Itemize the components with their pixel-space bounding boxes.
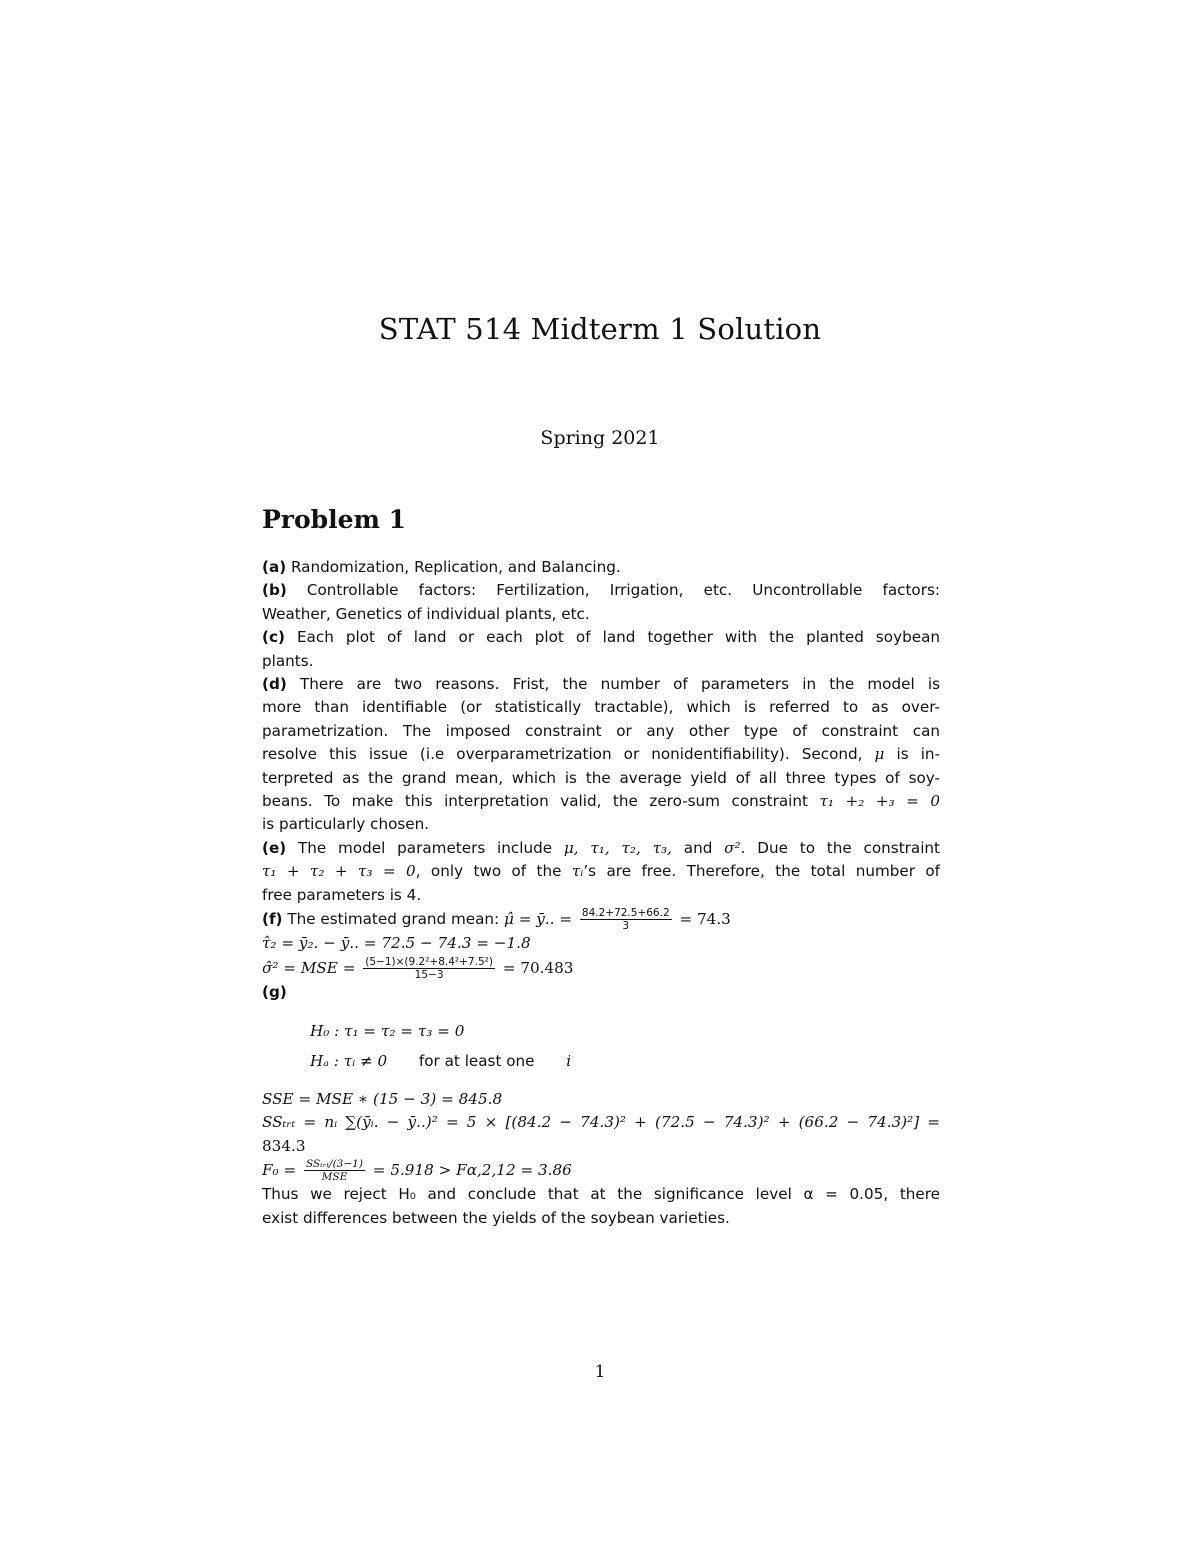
- part-d-line2: more than identifiable (or statistically tractable), which is referred to as over-: [262, 698, 940, 717]
- f0-fraction: [304, 1158, 365, 1183]
- part-c-line1: [262, 626, 940, 649]
- grand-mean-fraction: [580, 907, 672, 932]
- tau2-estimate: τ̂₂ = ȳ₂. − ȳ.. = 72.5 − 74.3 = −1.8: [262, 934, 531, 953]
- f0-numerator: SSₜᵣₜ/(3−1): [306, 1158, 363, 1171]
- part-b-line2: Weather, Genetics of individual plants, etc.: [262, 604, 590, 623]
- part-b-line1: [262, 579, 940, 602]
- part-d-line5: terpreted as the grand mean, which is the average yield of all three types of soy-: [262, 768, 940, 787]
- part-b-text1: Controllable factors: Fertilization, Irrigation, etc. Uncontrollable factors:: [306, 581, 940, 600]
- part-e-line3: free parameters is 4.: [262, 885, 422, 904]
- part-b-label: (b): [262, 581, 287, 600]
- part-d-text4a: resolve this issue (i.e overparametrization or nonidentifiability). Second,: [262, 745, 863, 764]
- alt-hypothesis-i: i: [566, 1051, 572, 1070]
- part-e-text2b: ’s are free. Therefore, the total number of: [583, 862, 941, 881]
- part-d-line4: [262, 743, 940, 766]
- alt-hypothesis: [310, 1046, 940, 1076]
- model-params: μ, τ₁, τ₂, τ₃,: [563, 838, 672, 857]
- sigma-numerator: (5−1)×(9.2²+8.4²+7.5²): [365, 955, 493, 968]
- tau-i: τᵢ: [571, 862, 584, 881]
- part-c-line2: plants.: [262, 651, 314, 670]
- part-c-text1: Each plot of land or each plot of land together with the planted soybean: [296, 628, 941, 647]
- document-title: STAT 514 Midterm 1 Solution: [378, 312, 822, 346]
- part-f-line1: [262, 907, 940, 932]
- sigma-lhs: σ̂² = MSE =: [262, 958, 356, 977]
- part-a-label: (a): [262, 558, 287, 576]
- part-c-label: (c): [262, 628, 285, 647]
- mu-symbol: μ: [874, 745, 885, 764]
- part-d-text4b: is in-: [896, 745, 941, 764]
- hypotheses: [262, 1016, 940, 1076]
- f0-rhs: = 5.918 > Fα,2,12 = 3.86: [372, 1161, 572, 1180]
- part-a-text: Randomization, Replication, and Balancing.: [290, 558, 621, 576]
- problem-body: [262, 556, 940, 1230]
- grand-mean-result: = 74.3: [679, 910, 731, 929]
- sstrt-value: 834.3: [262, 1136, 306, 1155]
- f0-lhs: F₀ =: [262, 1161, 297, 1180]
- part-e-line2: [262, 860, 940, 883]
- alt-hypothesis-math: Hₐ : τᵢ ≠ 0: [310, 1051, 388, 1070]
- conclusion-line1: Thus we reject H₀ and conclude that at the significance level α = 0.05, there: [262, 1185, 940, 1204]
- sse-equation: SSE = MSE ∗ (15 − 3) = 845.8: [262, 1089, 503, 1108]
- part-e-and: and: [683, 838, 713, 857]
- part-f-label: (f): [262, 910, 283, 929]
- sigma-fraction: [363, 956, 495, 981]
- conclusion-line2: exist differences between the yields of the soybean varieties.: [262, 1208, 730, 1227]
- grand-mean-numerator: 84.2+72.5+66.2: [581, 907, 670, 920]
- sigma-denominator: 15−3: [414, 968, 444, 981]
- part-d-label: (d): [262, 675, 287, 694]
- section-heading: Problem 1: [262, 505, 407, 534]
- part-f-text: The estimated grand mean:: [287, 910, 500, 929]
- null-hypothesis: H₀ : τ₁ = τ₂ = τ₃ = 0: [310, 1021, 465, 1040]
- part-e-line1: [262, 837, 940, 860]
- part-e-label: (e): [262, 838, 287, 857]
- part-a: [262, 556, 940, 579]
- mu-hat-eq: μ̂ = ȳ.. =: [504, 910, 573, 929]
- zero-sum-constraint: τ₁ +₂ +₃ = 0: [819, 792, 940, 811]
- sigma-result: = 70.483: [502, 958, 574, 977]
- f-statistic: [262, 1158, 940, 1183]
- part-d-line3: parametrization. The imposed constraint or any other type of constraint can: [262, 721, 940, 740]
- part-d-line7: is particularly chosen.: [262, 815, 430, 834]
- part-g-line1: [262, 981, 940, 1004]
- part-e-text1b: . Due to the constraint: [740, 838, 941, 857]
- part-d-line6: [262, 790, 940, 813]
- part-g-label: (g): [262, 982, 287, 1001]
- part-d-text1: There are two reasons. Frist, the number of parameters in the model is: [299, 675, 940, 694]
- sigma-estimate: [262, 956, 940, 981]
- sstrt-equation: SSₜᵣₜ = nᵢ ∑(ȳᵢ. − ȳ..)² = 5 × [(84.2 − 74.3)² + (72.5 − 74.3)² + (66.2 − 74.3)²] =: [262, 1113, 940, 1132]
- part-e-text2a: , only two of the: [415, 862, 562, 881]
- grand-mean-denominator: 3: [622, 920, 630, 933]
- part-d-line1: [262, 673, 940, 696]
- part-d-text6: beans. To make this interpretation valid, the zero-sum constraint: [262, 792, 808, 811]
- part-e-text1a: The model parameters include: [298, 838, 553, 857]
- f0-denominator: MSE: [321, 1171, 348, 1184]
- page-number: 1: [594, 1362, 606, 1382]
- sigma-squared: σ²: [724, 838, 741, 857]
- alt-hypothesis-tail: for at least one: [418, 1051, 535, 1070]
- document-date: Spring 2021: [540, 427, 660, 449]
- sum-constraint: τ₁ + τ₂ + τ₃ = 0: [262, 862, 416, 881]
